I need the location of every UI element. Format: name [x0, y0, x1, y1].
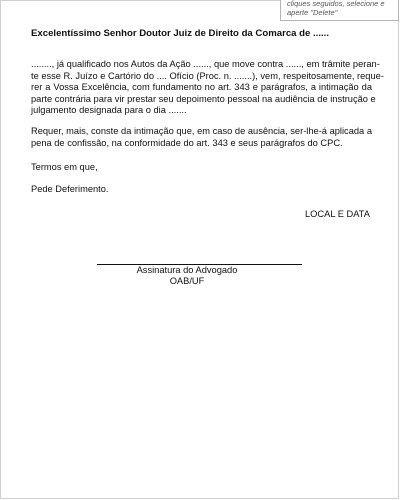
request-text: Pede Deferimento.	[31, 184, 109, 194]
paragraph-line: ........, já qualificado nos Autos da Ação ......, que move contra ......, em trâmite peran-	[31, 59, 380, 69]
paragraph-line: pena de confissão, na conformidade do art. 343 e seus parágrafos do CPC.	[31, 137, 343, 148]
signature-oab: OAB/UF	[169, 276, 205, 286]
tip-line: cliques seguidos, selecione e	[287, 0, 385, 8]
petition-paragraph-2	[31, 126, 372, 149]
paragraph-line: julgamento designada para o dia .......	[31, 105, 187, 116]
document-heading: Excelentíssimo Senhor Doutor Juiz de Direito da Comarca de ......	[31, 28, 330, 39]
paragraph-line: rer a Vossa Excelência, com fundamento no art. 343 e parágrafos, a intimação da	[31, 82, 372, 93]
instruction-tip-box	[280, 0, 399, 21]
paragraph-line: parte contrária para vir prestar seu depoimento pessoal na audiência de instrução e	[31, 93, 376, 104]
tip-line: aperte "Delete"	[287, 7, 338, 17]
paragraph-line: te esse R. Juízo e Cartório do .... Ofício (Proc. n. .......), vem, respeitosamente, reque-	[31, 70, 384, 81]
closing-text: Termos em que,	[31, 162, 98, 172]
petition-paragraph-1	[31, 59, 384, 117]
paragraph-line: Requer, mais, conste da intimação que, em caso de ausência, ser-lhe-á aplicada a	[31, 126, 372, 136]
signature-label: Assinatura do Advogado	[136, 265, 238, 275]
place-date-text: LOCAL E DATA	[305, 209, 370, 219]
signature-block	[97, 265, 277, 287]
